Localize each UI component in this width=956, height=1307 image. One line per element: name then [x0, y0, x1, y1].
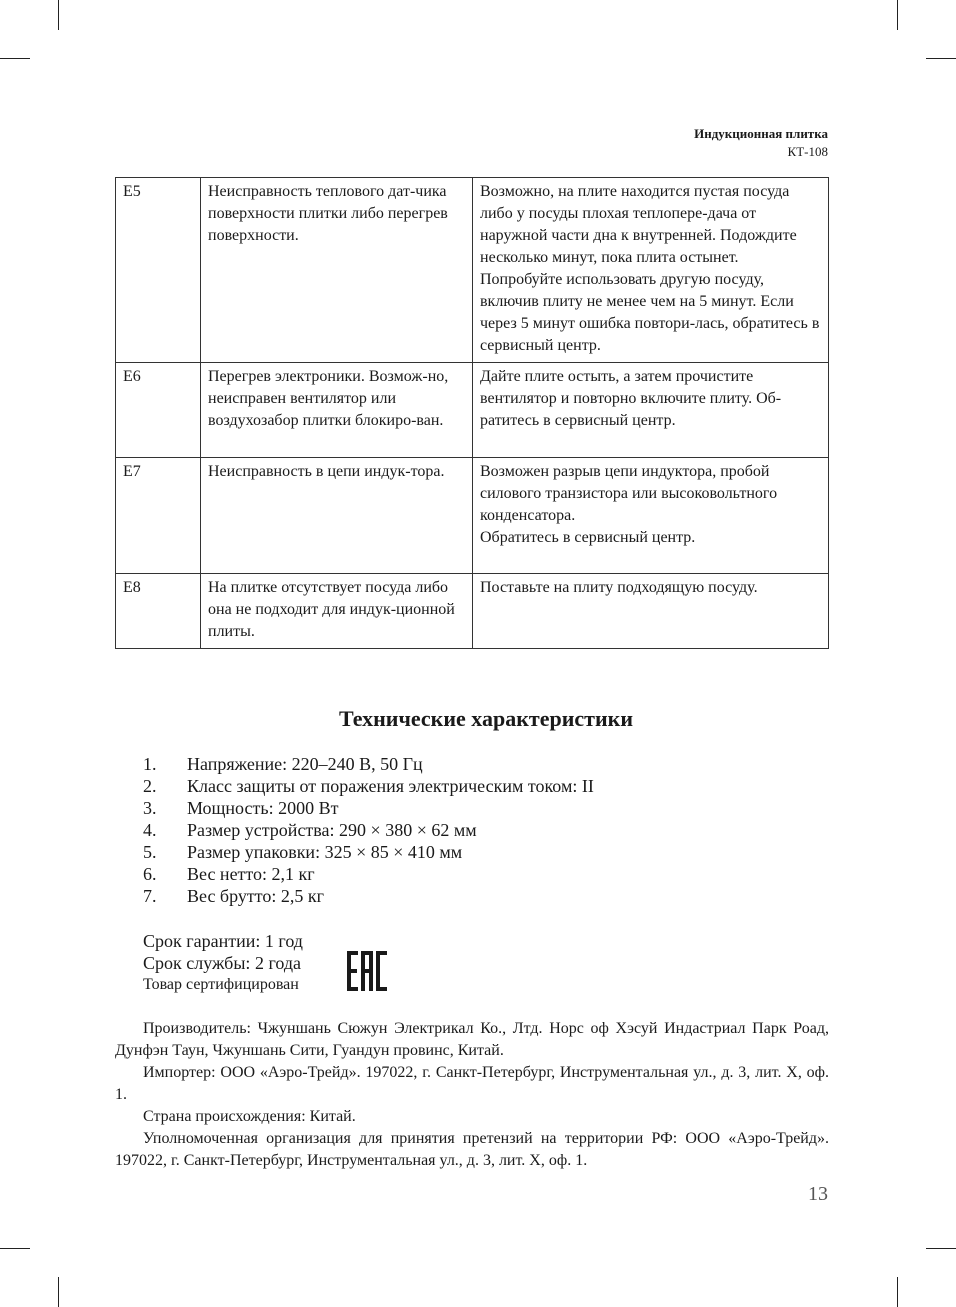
header-product-name: Индукционная плитка: [694, 126, 828, 141]
item-text: Размер устройства: 290 × 380 × 62 мм: [187, 820, 477, 840]
error-cause: Неисправность в цепи индук-тора.: [201, 458, 473, 574]
warranty-block: [143, 930, 303, 996]
error-code: E7: [116, 458, 201, 574]
crop-mark: [897, 0, 898, 30]
header-model: КТ-108: [787, 144, 828, 159]
page-number: 13: [808, 1183, 828, 1205]
item-text: Мощность: 2000 Вт: [187, 798, 339, 818]
table-row: [116, 363, 829, 458]
item-text: Класс защиты от поражения электрическим током: II: [187, 776, 594, 796]
error-code: E5: [116, 178, 201, 363]
error-codes-table: [115, 177, 829, 649]
manufacturer-info: [115, 1018, 829, 1172]
manufacturer-text: Производитель: Чжуншань Сюжун Электрикал Ко., Лтд. Норс оф Хэсуй Индастриал Парк Роад, Дунфэн Таун, Чжуншань Сити, Гуандун провинс, Китай.: [115, 1020, 829, 1059]
list-item: [143, 819, 594, 841]
list-item: [143, 775, 594, 797]
error-solution: Возможно, на плите находится пустая посуда либо у посуды плохая теплопере-дача от наружной части дна к внутренней. Подождите несколько минут, пока плита остынет. Попробуйте использовать другую посуду, включив плиту не менее чем на 5 минут. Если через 5 минут ошибка повтори-лась, обратитесь в сервисный центр.: [473, 178, 829, 363]
table-row: [116, 574, 829, 649]
crop-mark: [0, 1248, 30, 1249]
warranty-period: Срок гарантии: 1 год: [143, 931, 303, 951]
eac-icon: [347, 951, 387, 991]
error-solution-cell: [473, 458, 829, 574]
item-number: 4.: [143, 820, 157, 840]
authorized-org-text: Уполномоченная организация для принятия претензий на территории РФ: ООО «Аэро-Трейд». 197022, г. Санкт-Петербург, Инструментальная ул., д. 3, лит. Х, оф. 1.: [115, 1130, 829, 1169]
list-item: [143, 863, 594, 885]
crop-mark: [58, 1277, 59, 1307]
table-row: [116, 178, 829, 363]
service-life: Срок службы: 2 года: [143, 953, 302, 973]
table-row: [116, 458, 829, 574]
crop-mark: [926, 58, 956, 59]
item-number: 5.: [143, 842, 157, 862]
error-solution: Возможен разрыв цепи индуктора, пробой силового транзистора или высоковольтного конденсатора.: [480, 463, 778, 524]
country-text: Страна происхождения: Китай.: [143, 1108, 356, 1125]
item-number: 7.: [143, 886, 157, 906]
item-number: 3.: [143, 798, 157, 818]
item-text: Размер упаковки: 325 × 85 × 410 мм: [187, 842, 463, 862]
specs-list: [143, 753, 594, 907]
crop-mark: [58, 0, 59, 30]
error-cause: Перегрев электроники. Возмож-но, неисправен вентилятор или воздухозабор плитки блокиро-ван.: [201, 363, 473, 458]
error-cause: Неисправность теплового дат-чика поверхности плитки либо перегрев поверхности.: [201, 178, 473, 363]
error-solution: Поставьте на плиту подходящую посуду.: [473, 574, 829, 649]
item-number: 2.: [143, 776, 157, 796]
list-item: [143, 841, 594, 863]
crop-mark: [926, 1248, 956, 1249]
item-text: Вес нетто: 2,1 кг: [187, 864, 315, 884]
error-cause: На плитке отсутствует посуда либо она не подходит для индук-ционной плиты.: [201, 574, 473, 649]
list-item: [143, 797, 594, 819]
crop-mark: [897, 1277, 898, 1307]
item-text: Вес брутто: 2,5 кг: [187, 886, 324, 906]
list-item: [143, 885, 594, 907]
crop-mark: [0, 58, 30, 59]
importer-text: Импортер: ООО «Аэро-Трейд». 197022, г. Санкт-Петербург, Инструментальная ул., д. 3, лит. Х, оф. 1.: [115, 1064, 829, 1103]
error-solution: Дайте плите остыть, а затем прочистите вентилятор и повторно включите плиту. Об-ратитесь в сервисный центр.: [473, 363, 829, 458]
item-number: 6.: [143, 864, 157, 884]
item-text: Напряжение: 220–240 В, 50 Гц: [187, 754, 423, 774]
error-code: E6: [116, 363, 201, 458]
error-solution-note: Обратитесь в сервисный центр.: [480, 529, 696, 546]
certified-text: Товар сертифицирован: [143, 976, 299, 993]
error-code: E8: [116, 574, 201, 649]
list-item: [143, 753, 594, 775]
item-number: 1.: [143, 754, 157, 774]
section-title: Технические характеристики: [338, 706, 634, 731]
running-header: [694, 125, 828, 161]
